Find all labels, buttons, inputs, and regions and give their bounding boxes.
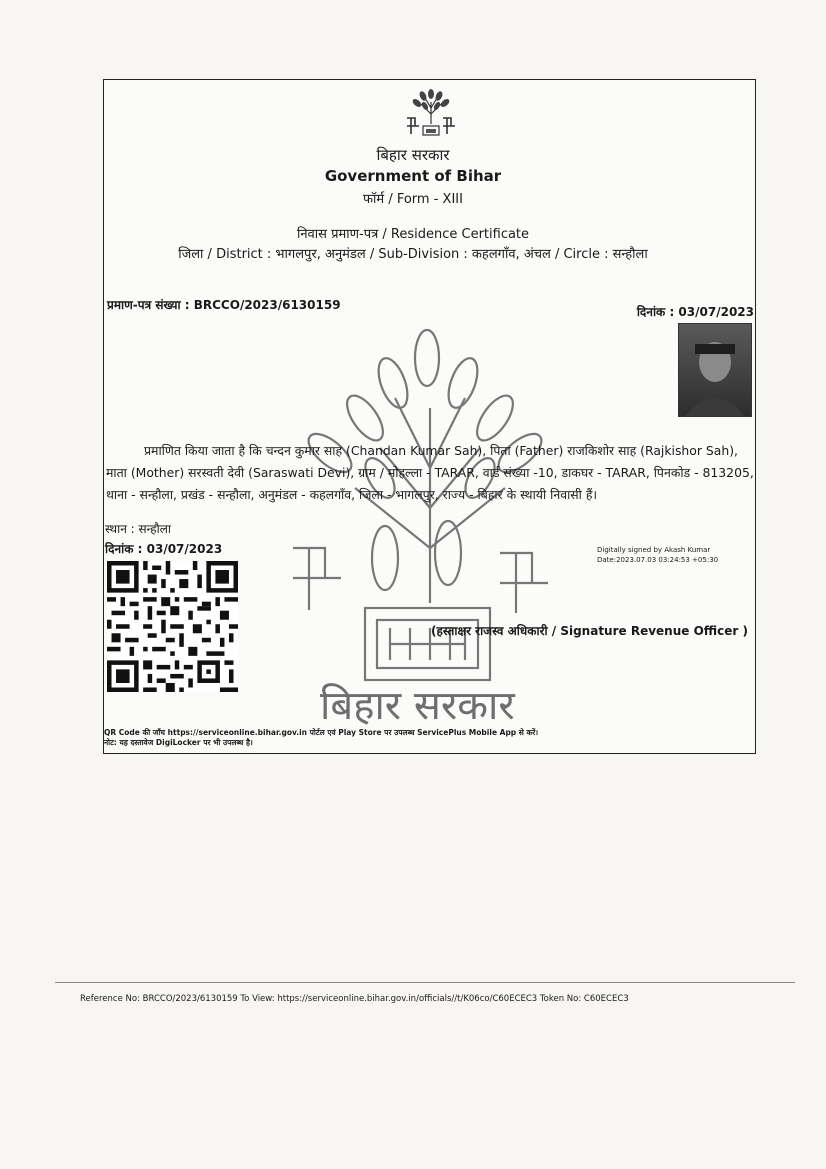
location-line: जिला / District : भागलपुर, अनुमंडल / Sub-Division : कहलगाँव, अंचल / Circle : सन्हौला <box>178 247 648 262</box>
watermark-text: बिहार सरकार <box>320 683 515 729</box>
certificate-body: प्रमाणित किया जाता है कि चन्दन कुमार साह (Chandan Kumar Sah), पिता (Father) राजकिशोर साह (Rajkishor Sah), माता (Mother) सरस्वती देवी (Saraswati Devi), ग्राम / मोहल्ला - TARAR, वार्ड संख्या -10, डाकघर - TARAR, पिनकोड - 813205, थाना - सन्हौला, प्रखंड - सन्हौला, अनुमंडल - कहलगाँव, जिला - भागलपुर, राज्य - बिहार के स्थायी निवासी हैं। <box>106 443 754 502</box>
signature-officer-label: (हस्ताक्षर राजस्व अधिकारी / Signature Revenue Officer ) <box>431 624 748 638</box>
digilocker-note: नोट: यह दस्तावेज DigiLocker पर भी उपलब्ध है। <box>104 738 253 747</box>
certificate-title: निवास प्रमाण-पत्र / Residence Certificate <box>296 227 530 242</box>
digital-sign-name: Digitally signed by Akash Kumar <box>597 546 711 554</box>
qr-code-icon <box>107 561 238 692</box>
issue-date: दिनांक : 03/07/2023 <box>105 542 223 556</box>
applicant-photo <box>678 323 752 417</box>
bihar-emblem-icon <box>403 86 459 140</box>
certificate-number: प्रमाण-पत्र संख्या : BRCCO/2023/6130159 <box>107 298 341 312</box>
digital-sign-date: Date:2023.07.03 03:24:53 +05:30 <box>597 556 719 564</box>
footer-divider <box>55 982 795 983</box>
bihar-watermark-emblem <box>285 328 575 728</box>
issue-place: स्थान : सन्हौला <box>105 522 171 536</box>
qr-verify-note: QR Code की जाँच https://serviceonline.bihar.gov.in पोर्टल एवं Play Store पर उपलब्ध ServicePlus Mobile App से करें। <box>104 728 539 737</box>
certificate-date: दिनांक : 03/07/2023 <box>636 305 754 319</box>
reference-line: Reference No: BRCCO/2023/6130159 To View: https://serviceonline.bihar.gov.in/officials//t/K06co/C60ECEC3 Token No: C60ECEC3 <box>80 994 629 1004</box>
govt-hindi-title: बिहार सरकार <box>376 146 450 164</box>
form-number: फॉर्म / Form - XIII <box>363 192 463 207</box>
govt-english-title: Government of Bihar <box>324 167 502 185</box>
